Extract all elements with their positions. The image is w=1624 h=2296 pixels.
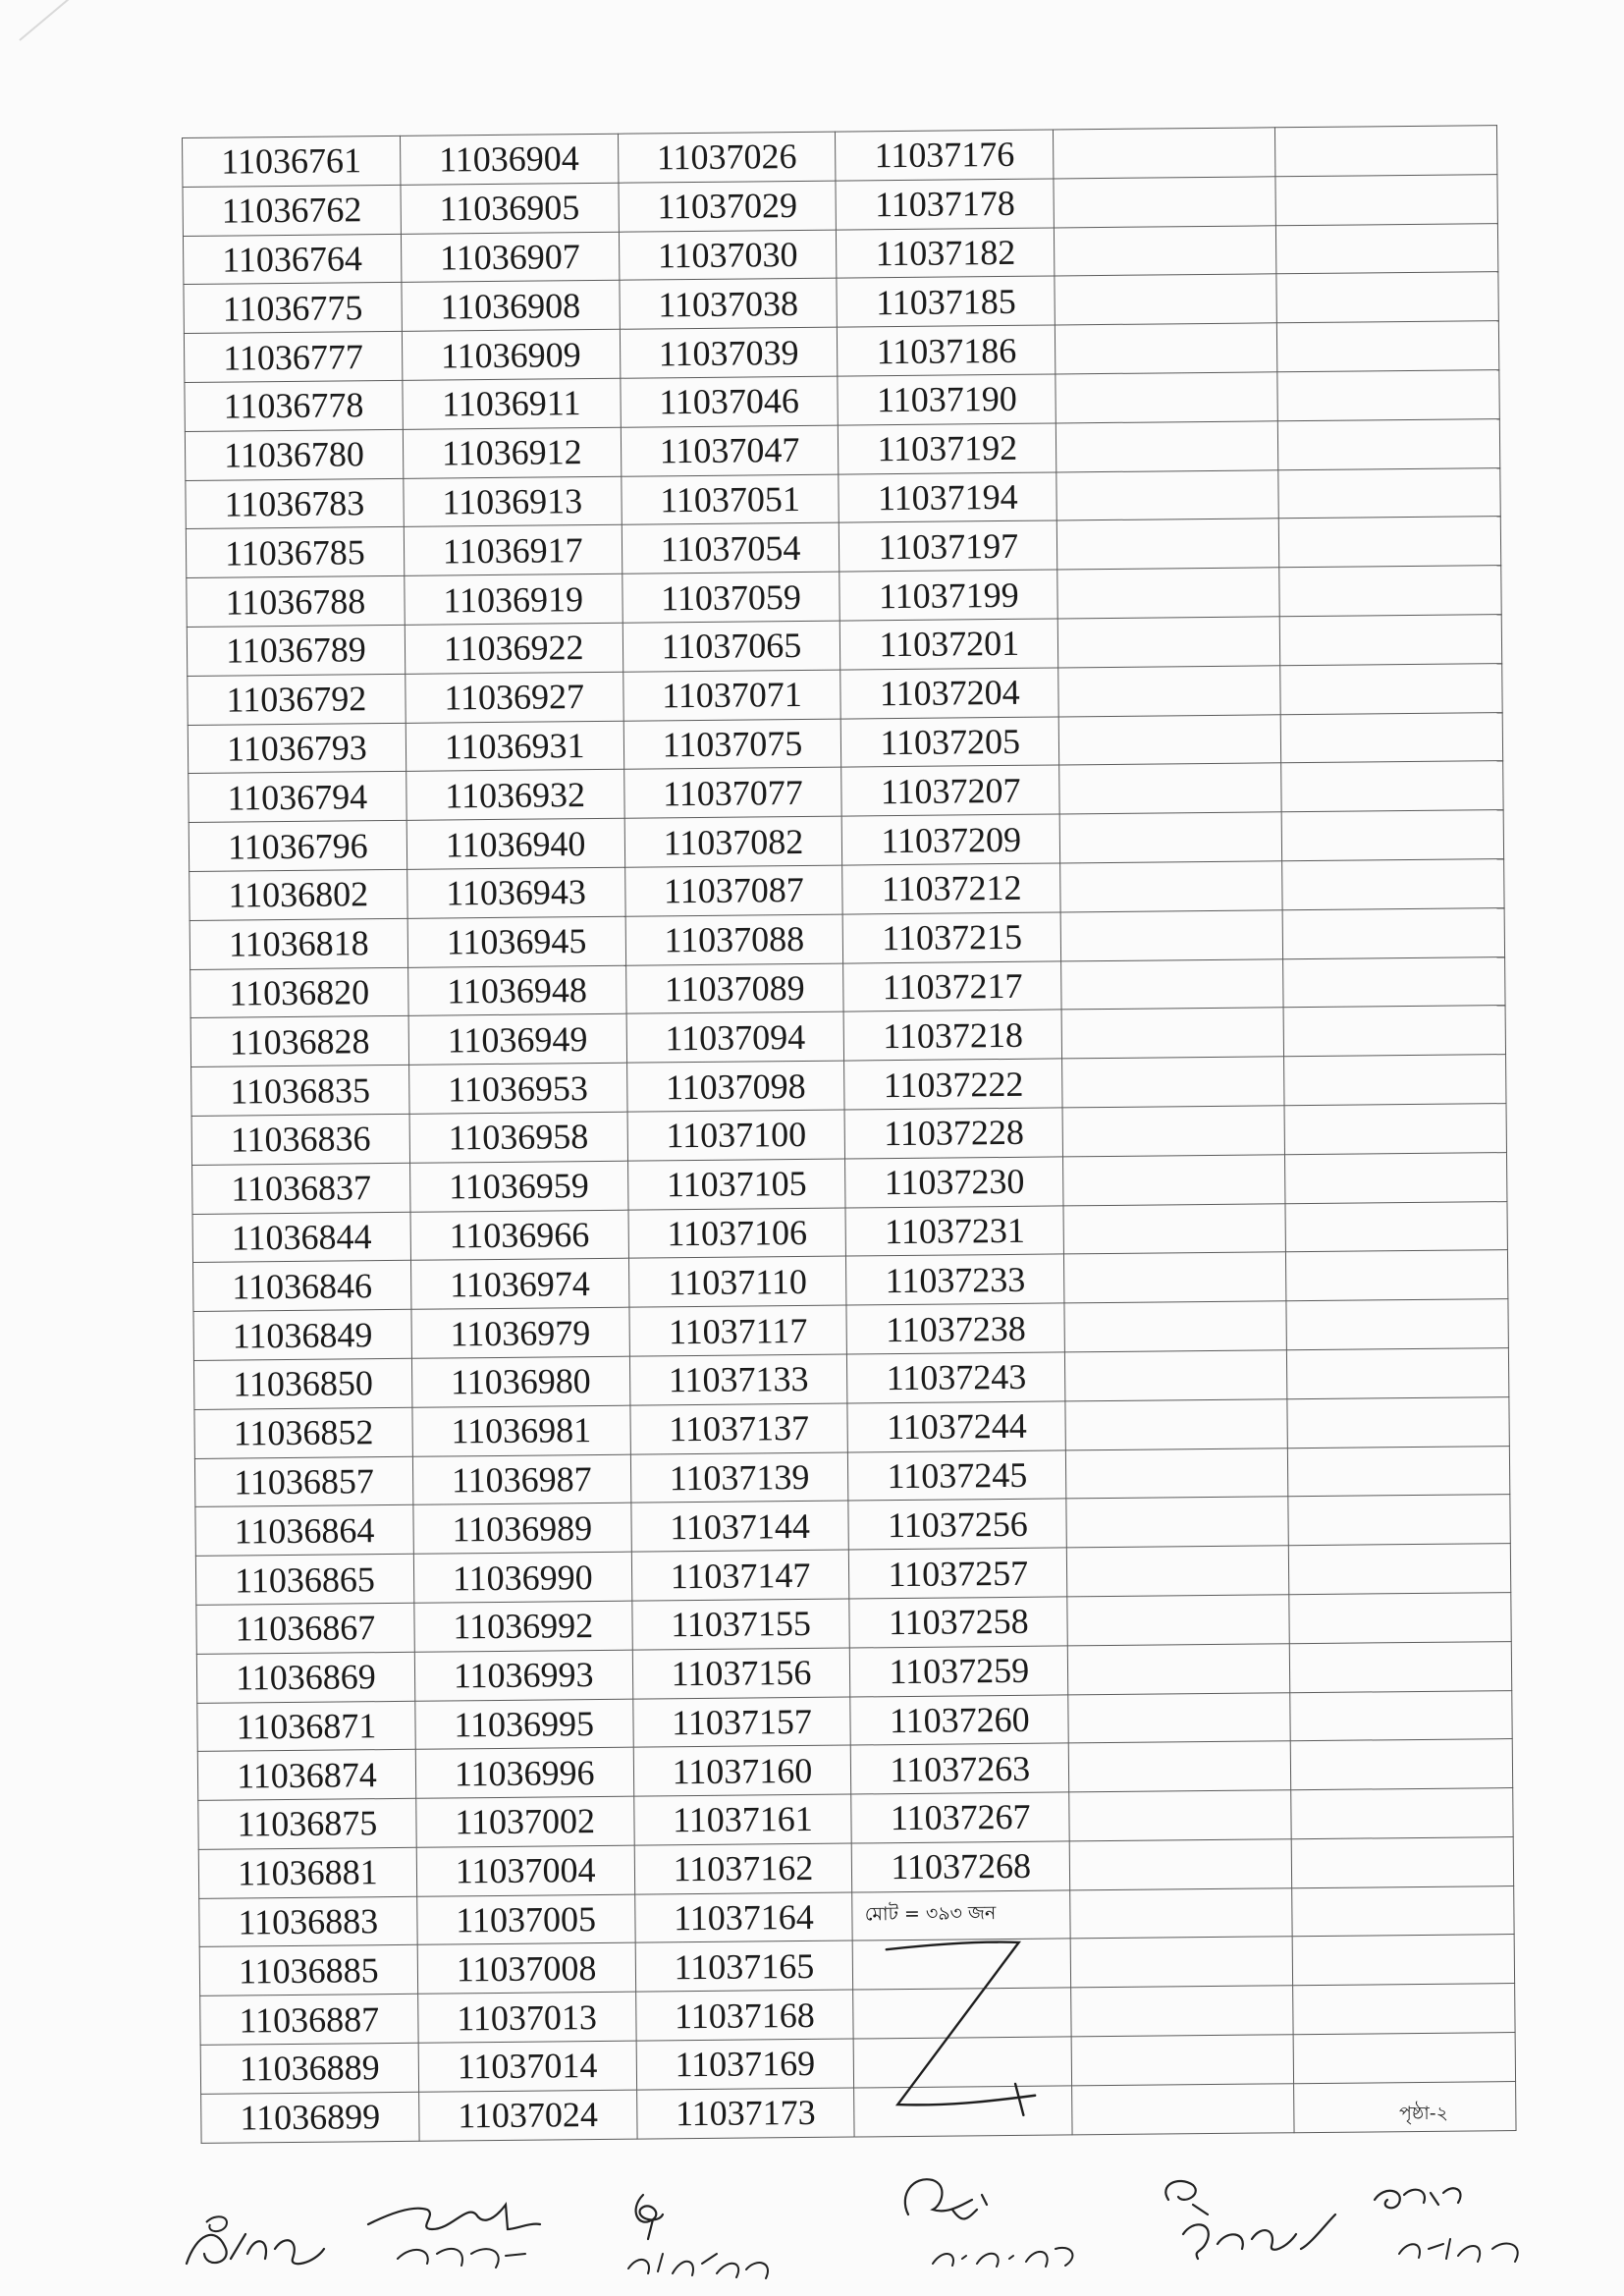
roll-number-cell: 11036932 xyxy=(406,770,624,821)
roll-number-cell: 11037094 xyxy=(626,1011,844,1063)
roll-number-cell: 11037244 xyxy=(847,1401,1065,1452)
roll-number-cell: 11036996 xyxy=(415,1747,633,1798)
roll-number-cell: 11036904 xyxy=(400,134,618,185)
roll-number-cell: 11036908 xyxy=(402,281,620,332)
roll-number-cell: 11037155 xyxy=(631,1599,849,1650)
roll-number-cell: 11037205 xyxy=(841,717,1059,768)
roll-number-cell: 11037257 xyxy=(849,1548,1067,1599)
roll-number-cell: 11037147 xyxy=(631,1550,849,1601)
roll-number-cell: 11037263 xyxy=(851,1743,1069,1794)
roll-number-cell: 11036762 xyxy=(183,185,401,236)
roll-number-cell: 11037077 xyxy=(623,767,841,818)
roll-number-cell: 11037039 xyxy=(620,327,838,378)
roll-number-cell: 11036943 xyxy=(406,867,624,918)
roll-number-cell: 11036959 xyxy=(409,1161,627,1212)
roll-number-cell: 11036837 xyxy=(192,1163,410,1214)
roll-number-cell: 11036990 xyxy=(413,1552,631,1603)
roll-number-cell: 11037002 xyxy=(416,1796,634,1847)
roll-number-cell: 11036881 xyxy=(198,1847,416,1898)
roll-number-cell: 11037222 xyxy=(844,1059,1062,1110)
roll-number-cell: 11037182 xyxy=(837,228,1055,279)
roll-number-cell: 11036919 xyxy=(405,574,623,625)
roll-number-cell: 11037005 xyxy=(416,1894,634,1945)
roll-number-cell: 11037204 xyxy=(840,668,1058,719)
roll-number-cell: 11037161 xyxy=(633,1794,851,1845)
roll-number-cell: 11036828 xyxy=(190,1016,408,1067)
roll-number-cell: 11036949 xyxy=(408,1014,626,1066)
page-number: পৃষ্ঠা-২ xyxy=(1399,2103,1448,2124)
roll-number-cell: 11036899 xyxy=(201,2092,419,2143)
roll-number-cell: 11036783 xyxy=(186,478,404,529)
roll-number-cell: 11037258 xyxy=(849,1597,1067,1648)
roll-number-cell: 11037106 xyxy=(628,1208,846,1259)
roll-number-cell: 11037156 xyxy=(632,1648,850,1699)
roll-number-cell: 11036852 xyxy=(194,1407,412,1458)
roll-number-cell: 11037013 xyxy=(417,1992,635,2043)
roll-number-cell: 11036912 xyxy=(403,427,621,478)
roll-number-cell: 11036875 xyxy=(198,1798,416,1849)
roll-number-cell: 11037185 xyxy=(837,276,1055,327)
roll-number-cell: 11036907 xyxy=(401,232,619,283)
roll-number-cell: 11037030 xyxy=(619,230,837,281)
roll-number-cell: 11037029 xyxy=(619,181,837,232)
total-count-cell: মোট = ৩৯৩ জন xyxy=(852,1890,1070,1941)
roll-number-cell: 11037230 xyxy=(845,1157,1063,1208)
roll-number-cell: 11037098 xyxy=(626,1061,844,1112)
roll-number-cell: 11037186 xyxy=(838,325,1056,376)
roll-number-cell: 11036865 xyxy=(195,1554,413,1605)
roll-number-cell: 11036820 xyxy=(190,967,408,1018)
roll-number-cell: 11036818 xyxy=(189,918,407,969)
roll-number-cell: 11036785 xyxy=(186,527,404,578)
roll-number-cell: 11037228 xyxy=(844,1108,1062,1159)
roll-number-cell: 11037059 xyxy=(622,572,839,623)
roll-number-cell: 11036777 xyxy=(184,332,402,383)
roll-number-cell: 11036789 xyxy=(187,625,405,676)
roll-number-cell: 11037014 xyxy=(418,2041,636,2092)
roll-number-cell: 11037215 xyxy=(843,912,1061,963)
roll-number-cell: 11037038 xyxy=(620,278,838,329)
roll-number-cell: 11036974 xyxy=(410,1259,628,1310)
roll-number-cell: 11037207 xyxy=(841,765,1059,816)
roll-number-cell: 11037110 xyxy=(628,1256,846,1307)
roll-number-cell: 11037162 xyxy=(634,1843,852,1894)
roll-number-cell: 11036940 xyxy=(406,818,624,869)
roll-number-cell: 11037218 xyxy=(843,1010,1061,1061)
roll-number-cell: 11037133 xyxy=(629,1354,847,1405)
roll-number-cell: 11036945 xyxy=(407,916,625,967)
roll-number-cell: 11036913 xyxy=(404,476,622,527)
roll-number-cell: 11036836 xyxy=(191,1114,409,1165)
roll-number-cell: 11036793 xyxy=(188,723,406,774)
roll-number-cell: 11036778 xyxy=(185,380,403,431)
roll-number-cell: 11037075 xyxy=(623,719,841,770)
signature-1 xyxy=(177,2195,334,2283)
roll-number-cell: 11036885 xyxy=(199,1945,417,1996)
roll-number-cell: 11036995 xyxy=(415,1699,633,1750)
roll-number-cell: 11037089 xyxy=(625,963,843,1014)
signature-3 xyxy=(619,2185,785,2283)
roll-number-cell: 11037100 xyxy=(627,1110,845,1161)
roll-number-cell: 11037260 xyxy=(850,1694,1068,1745)
roll-number-cell: 11036780 xyxy=(185,429,403,480)
roll-number-cell: 11036917 xyxy=(404,525,622,576)
roll-number-cell: 11037233 xyxy=(846,1254,1064,1305)
signature-2 xyxy=(358,2185,545,2278)
roll-number-cell: 11036992 xyxy=(414,1601,632,1652)
roll-number-cell: 11036874 xyxy=(197,1750,415,1801)
roll-number-cell: 11036844 xyxy=(192,1212,410,1263)
roll-number-cell: 11036761 xyxy=(183,136,401,187)
roll-number-cell: 11036911 xyxy=(403,378,621,429)
roll-number-cell: 11037065 xyxy=(623,621,840,672)
roll-number-cell: 11037245 xyxy=(848,1449,1066,1501)
roll-number-cell: 11037024 xyxy=(418,2090,636,2141)
roll-number-cell: 11036987 xyxy=(412,1454,630,1505)
roll-number-cell: 11037087 xyxy=(624,865,842,916)
roll-number-cell: 11037168 xyxy=(635,1990,853,2041)
roll-number-cell: 11037190 xyxy=(838,374,1056,425)
roll-number-cell: 11036850 xyxy=(193,1358,411,1409)
roll-number-cell: 11037157 xyxy=(632,1697,850,1748)
roll-number-cell: 11036775 xyxy=(184,283,402,334)
roll-number-cell: 11037267 xyxy=(851,1792,1069,1843)
roll-number-cell: 11037165 xyxy=(635,1941,853,1993)
roll-number-cell: 11037197 xyxy=(839,520,1057,572)
roll-number-cell: 11036989 xyxy=(413,1503,631,1554)
roll-number-cell: 11037259 xyxy=(850,1646,1068,1697)
roll-number-cell: 11037004 xyxy=(416,1845,634,1896)
signature-4 xyxy=(893,2165,1090,2273)
roll-number-cell: 11036788 xyxy=(187,576,405,628)
roll-number-cell: 11037217 xyxy=(843,960,1061,1011)
roll-number-cell: 11037256 xyxy=(848,1499,1066,1550)
roll-number-cell: 11036905 xyxy=(401,183,619,234)
roll-number-cell: 11037209 xyxy=(842,814,1060,865)
signature-6 xyxy=(1360,2175,1537,2273)
roll-number-cell: 11037231 xyxy=(845,1205,1063,1256)
roll-number-cell: 11036887 xyxy=(200,1995,418,2046)
roll-number-cell: 11036867 xyxy=(196,1603,414,1654)
roll-number-cell: 11037144 xyxy=(630,1501,848,1552)
roll-number-cell: 11037088 xyxy=(625,914,843,965)
roll-number-cell: 11036792 xyxy=(188,674,406,725)
roll-number-cell: 11037051 xyxy=(621,474,839,525)
roll-number-cell: 11036953 xyxy=(408,1063,626,1114)
roll-number-cell: 11037054 xyxy=(622,522,839,574)
roll-number-cell: 11036948 xyxy=(407,965,625,1016)
roll-number-cell: 11037212 xyxy=(842,863,1060,914)
roll-number-cell: 11036927 xyxy=(406,672,623,723)
roll-number-cell: 11036864 xyxy=(195,1505,413,1557)
roll-number-cell: 11037201 xyxy=(840,619,1058,670)
roll-number-cell: 11036993 xyxy=(414,1650,632,1701)
roll-number-cell: 11037026 xyxy=(618,132,836,183)
roll-number-cell: 11037268 xyxy=(852,1841,1070,1892)
roll-number-cell: 11037117 xyxy=(629,1305,847,1356)
roll-number-cell: 11037243 xyxy=(847,1352,1065,1403)
roll-number-cell: 11036846 xyxy=(192,1261,410,1312)
roll-number-cell: 11036981 xyxy=(412,1405,630,1456)
roll-number-cell: 11036794 xyxy=(189,772,406,823)
roll-number-cell: 11036796 xyxy=(189,820,406,871)
roll-number-cell: 11036849 xyxy=(193,1309,411,1360)
roll-number-cell: 11036871 xyxy=(197,1701,415,1752)
roll-number-cell: 11037199 xyxy=(839,570,1057,621)
roll-number-cell: 11036958 xyxy=(409,1112,627,1163)
roll-number-cell: 11036764 xyxy=(183,234,401,285)
roll-number-cell: 11036802 xyxy=(189,869,407,920)
roll-number-cell: 11037071 xyxy=(623,670,840,721)
roll-number-cell: 11037139 xyxy=(630,1452,848,1503)
roll-number-cell: 11036835 xyxy=(191,1065,409,1116)
roll-number-cell: 11037173 xyxy=(636,2088,854,2139)
roll-number-cell: 11037178 xyxy=(836,179,1054,230)
roll-number-cell: 11037169 xyxy=(636,2039,854,2090)
roll-number-cell: 11036869 xyxy=(196,1652,414,1703)
roll-number-cell: 11036966 xyxy=(410,1210,628,1261)
roll-number-cell: 11037192 xyxy=(839,423,1056,474)
roll-number-cell: 11037238 xyxy=(846,1303,1064,1354)
roll-number-cell: 11036883 xyxy=(199,1896,417,1947)
roll-number-cell: 11037082 xyxy=(624,816,842,867)
roll-number-cell: 11037164 xyxy=(634,1892,852,1943)
signature-5 xyxy=(1154,2175,1340,2273)
roll-number-cell: 11037176 xyxy=(836,130,1054,181)
roll-number-cell: 11037046 xyxy=(620,376,838,427)
roll-number-cell: 11036979 xyxy=(411,1307,629,1358)
roll-number-cell: 11037137 xyxy=(630,1403,848,1454)
roll-number-cell: 11037008 xyxy=(417,1943,635,1995)
roll-number-cell: 11037105 xyxy=(627,1159,845,1210)
roll-number-cell: 11036931 xyxy=(406,721,623,772)
roll-number-cell: 11036909 xyxy=(402,329,620,380)
roll-number-cell: 11037047 xyxy=(621,425,839,476)
roll-number-cell: 11037160 xyxy=(633,1745,851,1796)
roll-number-cell: 11036889 xyxy=(200,2043,418,2094)
roll-number-cell: 11037194 xyxy=(839,472,1056,523)
roll-number-cell: 11036922 xyxy=(405,623,623,674)
roll-number-cell: 11036857 xyxy=(194,1456,412,1507)
roll-number-cell: 11036980 xyxy=(411,1356,629,1407)
